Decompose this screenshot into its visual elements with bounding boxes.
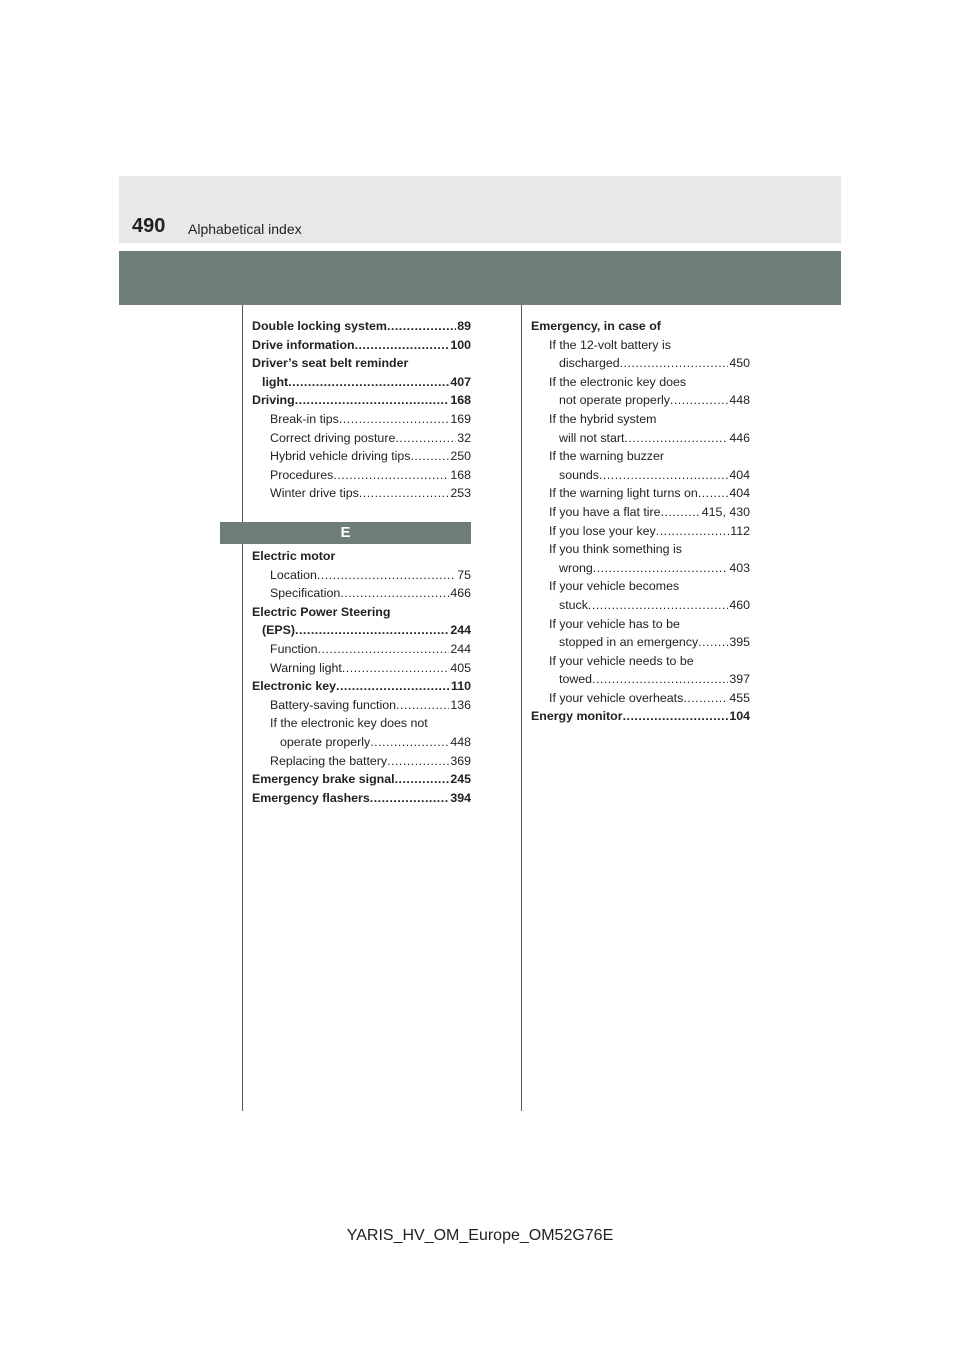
index-page-ref: 112 [730, 523, 750, 538]
index-entry [531, 577, 750, 596]
index-page-ref: 407 [450, 374, 471, 389]
dot-leader [288, 373, 449, 392]
dot-leader [395, 429, 456, 448]
index-term: sounds [559, 467, 599, 482]
index-term: Warning light [270, 660, 342, 675]
index-column-left-bottom [252, 547, 471, 807]
index-page-ref: 460 [729, 597, 750, 612]
dot-leader [317, 566, 456, 585]
index-page-ref: 100 [450, 337, 471, 352]
index-term: Driving [252, 393, 295, 408]
index-term: If your vehicle overheats [549, 690, 684, 705]
dot-leader [656, 522, 729, 541]
dot-leader [396, 696, 449, 715]
index-term: Driver’s seat belt reminder [252, 356, 409, 371]
index-term: stuck [559, 597, 588, 612]
index-entry [531, 540, 750, 559]
index-term: will not start [559, 430, 625, 445]
dot-leader [620, 354, 729, 373]
index-term: Winter drive tips [270, 486, 359, 501]
title-bar [119, 251, 841, 305]
index-entry [252, 733, 471, 752]
index-page-ref: 394 [450, 790, 471, 805]
index-term: If the warning light turns on [549, 486, 698, 501]
index-column-right [531, 317, 750, 726]
index-page-ref: 253 [450, 486, 471, 501]
index-term: Electric motor [252, 549, 336, 563]
index-entry [252, 770, 471, 789]
index-term: discharged [559, 356, 620, 371]
index-entry [531, 670, 750, 689]
index-term: If you lose your key [549, 523, 656, 538]
index-entry [252, 317, 471, 336]
index-entry [252, 584, 471, 603]
letter-heading-e: E [220, 522, 471, 544]
index-term: Electric Power Steering [252, 604, 391, 619]
index-page-ref: 110 [451, 679, 471, 694]
index-term: wrong [559, 560, 593, 575]
index-entry [252, 603, 471, 622]
index-entry [531, 354, 750, 373]
index-term: Specification [270, 586, 341, 601]
index-entry [252, 566, 471, 585]
index-page-ref: 450 [729, 356, 750, 371]
index-page-ref: 244 [450, 623, 471, 638]
index-page-ref: 168 [450, 467, 471, 482]
index-term: If the electronic key does [549, 374, 687, 389]
index-entry [252, 677, 471, 696]
index-entry [252, 752, 471, 771]
dot-leader [387, 752, 449, 771]
index-page-ref: 250 [450, 449, 471, 464]
dot-leader [698, 484, 729, 503]
index-term: Correct driving posture [270, 430, 396, 445]
dot-leader [359, 484, 449, 503]
index-entry [252, 714, 471, 733]
index-term: If the warning buzzer [549, 449, 665, 464]
index-entry [252, 640, 471, 659]
dot-leader [599, 466, 728, 485]
dot-leader [698, 633, 728, 652]
index-entry [252, 484, 471, 503]
index-page-ref: 395 [729, 635, 750, 650]
dot-leader [588, 596, 728, 615]
index-entry [252, 696, 471, 715]
section-title: Alphabetical index [188, 221, 302, 237]
index-entry [531, 391, 750, 410]
dot-leader [339, 410, 449, 429]
dot-leader [318, 640, 450, 659]
index-entry [531, 447, 750, 466]
dot-leader [623, 707, 729, 726]
index-page-ref: 75 [457, 567, 471, 582]
page-number: 490 [132, 215, 166, 237]
index-page-ref: 104 [729, 709, 750, 724]
index-page-ref: 397 [729, 672, 750, 687]
index-term: If your vehicle has to be [549, 616, 680, 631]
column-divider-left [242, 305, 243, 1111]
index-entry [252, 336, 471, 355]
index-term: stopped in an emergency [559, 635, 699, 650]
index-entry [531, 689, 750, 708]
index-entry [252, 547, 471, 566]
index-entry [531, 410, 750, 429]
column-divider-right [521, 305, 522, 1111]
index-term: Double locking system [252, 319, 387, 333]
index-page-ref: 448 [450, 734, 471, 749]
index-page-ref: 455 [729, 690, 750, 705]
index-term: Emergency brake signal [252, 772, 395, 787]
dot-leader [670, 391, 728, 410]
index-page-ref: 136 [450, 697, 471, 712]
index-page-ref: 446 [729, 430, 750, 445]
index-entry [252, 410, 471, 429]
dot-leader [592, 670, 728, 689]
dot-leader [370, 789, 450, 808]
index-term: If you think something is [549, 542, 682, 557]
dot-leader [336, 677, 450, 696]
index-entry [531, 503, 750, 522]
index-entry [531, 559, 750, 578]
index-term: Replacing the battery [270, 753, 388, 768]
index-page-ref: 404 [729, 467, 750, 482]
index-page-ref: 448 [729, 393, 750, 408]
index-page-ref: 169 [450, 411, 471, 426]
index-entry [531, 615, 750, 634]
index-term: Battery-saving function [270, 697, 397, 712]
index-page-ref: 32 [457, 430, 471, 445]
index-entry [252, 354, 471, 373]
index-term: operate properly [280, 734, 371, 749]
index-page-ref: 404 [729, 486, 750, 501]
index-term: If you have a flat tire [549, 504, 661, 519]
index-column-left-top [252, 317, 471, 503]
index-term: Location [270, 567, 317, 582]
dot-leader [395, 770, 450, 789]
index-term: If the electronic key does not [270, 716, 428, 731]
footer-doc-id: YARIS_HV_OM_Europe_OM52G76E [346, 1227, 614, 1244]
dot-leader [355, 336, 450, 355]
dot-leader [661, 503, 701, 522]
index-term: light [262, 374, 289, 389]
dot-leader [342, 659, 449, 678]
dot-leader [387, 317, 456, 336]
index-entry [531, 373, 750, 392]
index-term: If the 12-volt battery is [549, 337, 671, 352]
index-page-ref: 168 [450, 393, 471, 408]
index-page-ref: 415, 430 [701, 504, 750, 519]
dot-leader [295, 621, 449, 640]
index-entry [252, 447, 471, 466]
index-entry [531, 522, 750, 541]
index-term: Function [270, 641, 318, 656]
index-entry [531, 336, 750, 355]
dot-leader [683, 689, 728, 708]
index-term: Break-in tips [270, 411, 339, 426]
index-entry [531, 317, 750, 336]
index-entry [252, 373, 471, 392]
index-entry [252, 466, 471, 485]
index-term: If your vehicle becomes [549, 579, 680, 594]
index-term: (EPS) [262, 623, 296, 638]
index-term: If the hybrid system [549, 411, 657, 426]
dot-leader [410, 447, 449, 466]
index-page-ref: 405 [450, 660, 471, 675]
dot-leader [340, 584, 449, 603]
dot-leader [370, 733, 449, 752]
index-entry [252, 659, 471, 678]
dot-leader [624, 429, 728, 448]
index-term: towed [559, 672, 593, 687]
index-entry [531, 484, 750, 503]
index-entry [252, 429, 471, 448]
index-entry [252, 789, 471, 808]
index-term: Drive information [252, 337, 355, 352]
dot-leader [333, 466, 449, 485]
index-term: If your vehicle needs to be [549, 653, 694, 668]
index-entry [252, 621, 471, 640]
index-entry [531, 633, 750, 652]
index-page-ref: 89 [457, 319, 471, 333]
index-page-ref: 245 [450, 772, 471, 787]
index-entry [531, 707, 750, 726]
index-page-ref: 403 [729, 560, 750, 575]
dot-leader [295, 391, 450, 410]
index-entry [531, 466, 750, 485]
index-term: Procedures [270, 467, 334, 482]
index-entry [531, 429, 750, 448]
dot-leader [593, 559, 729, 578]
index-term: Emergency flashers [252, 790, 370, 805]
index-entry [531, 596, 750, 615]
index-term: Hybrid vehicle driving tips [270, 449, 411, 464]
index-term: Emergency, in case of [531, 319, 661, 333]
index-page-ref: 466 [450, 586, 471, 601]
index-entry [531, 652, 750, 671]
index-page-ref: 369 [450, 753, 471, 768]
index-term: not operate properly [559, 393, 670, 408]
index-term: Electronic key [252, 679, 337, 694]
index-term: Energy monitor [531, 709, 623, 724]
index-page-ref: 244 [450, 641, 471, 656]
index-entry [252, 391, 471, 410]
